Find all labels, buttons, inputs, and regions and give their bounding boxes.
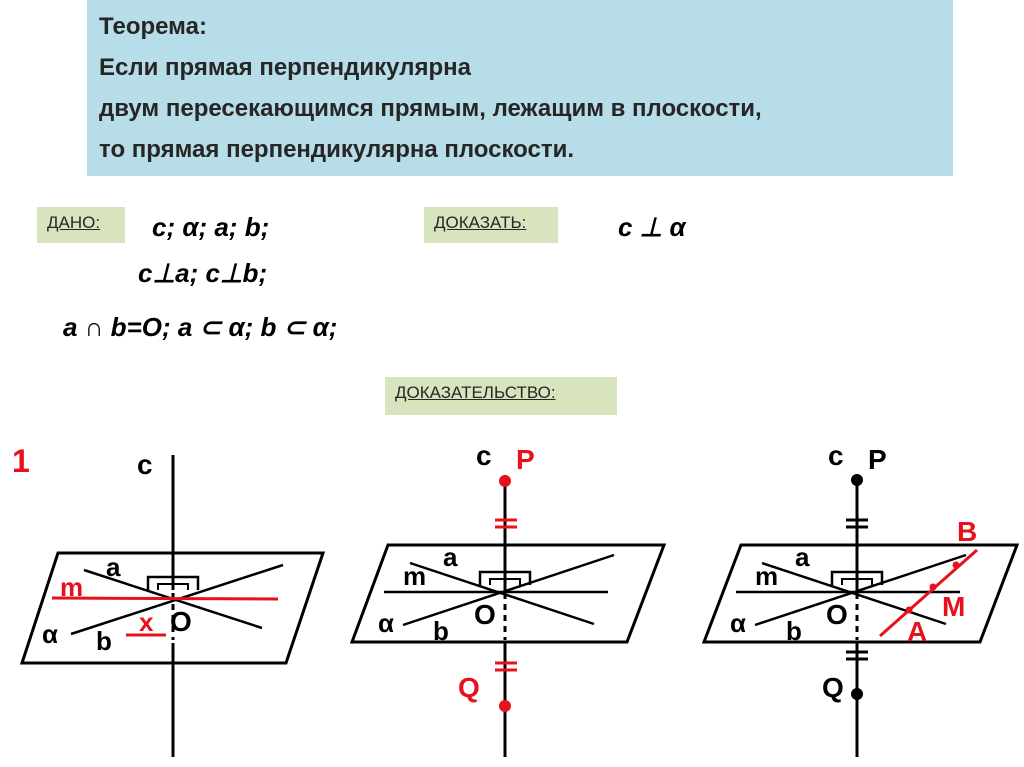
- step-number: 1: [12, 443, 30, 479]
- label-m: m: [60, 572, 84, 602]
- point-B: [953, 562, 960, 569]
- point-M: [930, 584, 937, 591]
- theorem-line-2: двум пересекающимся прямым, лежащим в плоскости,: [99, 95, 762, 122]
- plane-alpha: [704, 545, 1017, 642]
- prove-statement: c ⊥ α: [618, 212, 686, 242]
- label-alpha: α: [42, 619, 58, 649]
- point-P: [851, 474, 863, 486]
- theorem-line-3: то прямая перпендикулярна плоскости.: [99, 136, 575, 163]
- label-b: b: [433, 616, 449, 646]
- label-B: B: [957, 516, 978, 547]
- label-Q: Q: [458, 672, 480, 703]
- label-m: m: [403, 561, 427, 591]
- label-b: b: [786, 616, 802, 646]
- label-P: P: [516, 444, 535, 475]
- label-M: M: [942, 591, 966, 622]
- theorem-title: Теорема:: [99, 13, 207, 40]
- given-line-3: a ∩ b=O; a ⊂ α; b ⊂ α;: [63, 312, 338, 342]
- label-O: O: [474, 599, 496, 630]
- label-Q: Q: [822, 672, 844, 703]
- label-x: x: [139, 607, 154, 637]
- label-a: a: [795, 542, 810, 572]
- label-c: c: [137, 449, 153, 480]
- label-a: a: [106, 552, 121, 582]
- given-label-text: ДАНО:: [47, 213, 101, 232]
- figure-1: [22, 449, 323, 757]
- label-c: c: [828, 440, 844, 471]
- figure-2: [352, 440, 664, 757]
- label-b: b: [96, 626, 112, 656]
- theorem-line-1: Если прямая перпендикулярна: [99, 54, 471, 81]
- point-Q: [851, 688, 863, 700]
- point-A: [906, 607, 913, 614]
- given-line-1: c; α; a; b;: [152, 212, 270, 242]
- label-a: a: [443, 542, 458, 572]
- line-b: [403, 555, 614, 625]
- point-Q: [499, 700, 511, 712]
- label-m: m: [755, 561, 779, 591]
- label-O: O: [170, 606, 192, 637]
- given-line-2: c⊥a; c⊥b;: [138, 258, 268, 288]
- point-P: [499, 475, 511, 487]
- plane-alpha: [352, 545, 664, 642]
- label-alpha: α: [730, 608, 746, 638]
- figure-3: [704, 440, 1017, 757]
- label-A: A: [907, 616, 928, 647]
- proof-label-text: ДОКАЗАТЕЛЬСТВО:: [395, 383, 556, 402]
- label-P: P: [868, 444, 887, 475]
- line-m: [52, 598, 278, 599]
- label-alpha: α: [378, 608, 394, 638]
- label-c: c: [476, 440, 492, 471]
- label-O: O: [826, 599, 848, 630]
- prove-label-text: ДОКАЗАТЬ:: [434, 213, 527, 232]
